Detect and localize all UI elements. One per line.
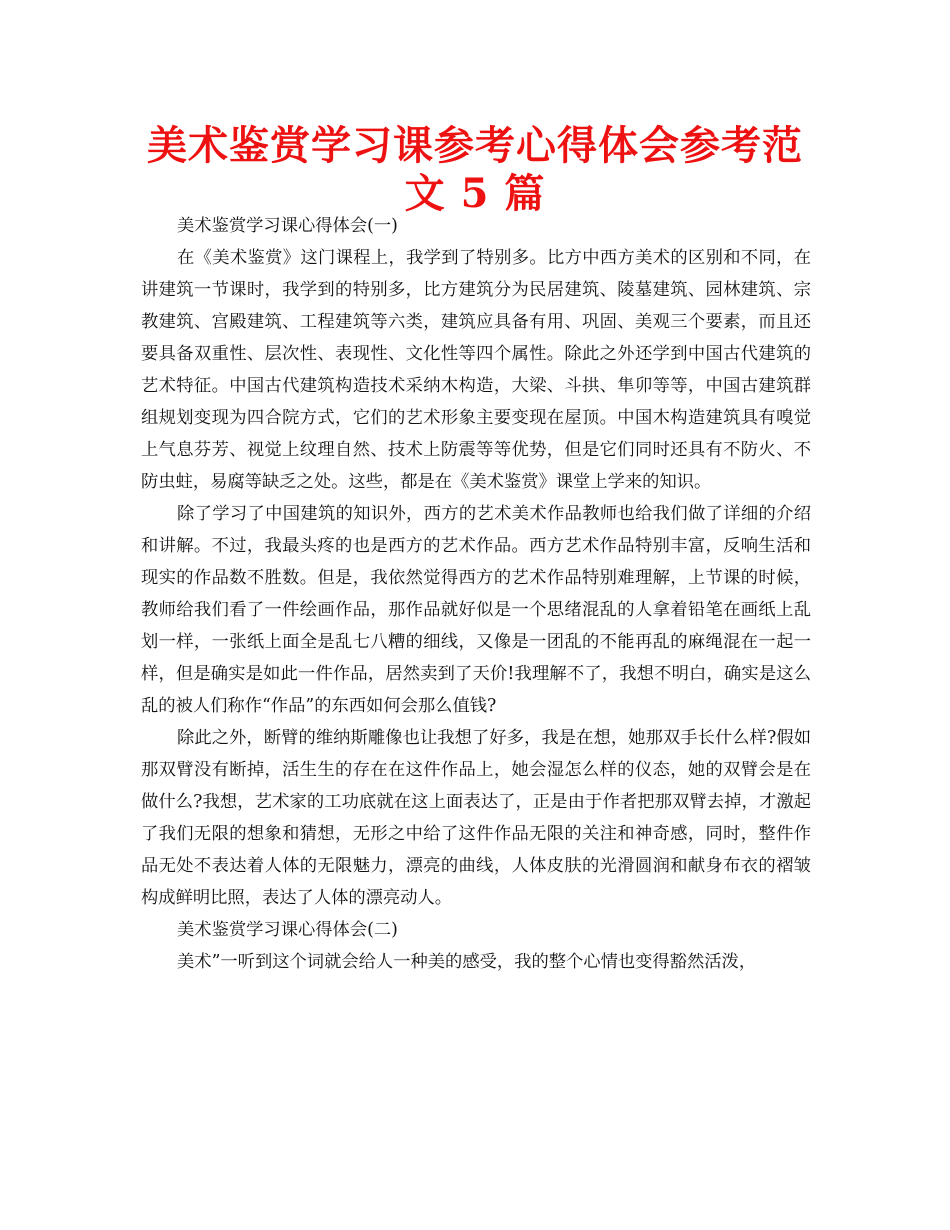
paragraph-1: 在《美术鉴赏》这门课程上，我学到了特别多。比方中西方美术的区别和不同，在讲建筑一节课时，我学到的特别多，比方建筑分为民居建筑、陵墓建筑、园林建筑、宗教建筑、宫殿建筑、工程建筑等六类，建筑应具备有用、巩固、美观三个要素，而且还要具备双重性、层次性、表现性、文化性等四个属性。除此之外还学到中国古代建筑的艺术特征。中国古代建筑构造技术采纳木构造，大梁、斗拱、隼卯等等，中国古建筑群组规划变现为四合院方式，它们的艺术形象主要变现在屋顶。中国木构造建筑具有嗅觉上气息芬芳、视觉上纹理自然、技术上防震等等优势，但是它们同时还具有不防火、不防虫蛀，易腐等缺乏之处。这些，都是在《美术鉴赏》课堂上学来的知识。 <box>141 248 811 492</box>
paragraph-2: 除了学习了中国建筑的知识外，西方的艺术美术作品教师也给我们做了详细的介绍和讲解。不过，我最头疼的也是西方的艺术作品。西方艺术作品特别丰富，反响生活和现实的作品数不胜数。但是，我依然觉得西方的艺术作品特别难理解，上节课的时候，教师给我们看了一件绘画作品，那作品就好似是一个思绪混乱的人拿着铅笔在画纸上乱划一样，一张纸上面全是乱七八糟的细线，又像是一团乱的不能再乱的麻绳混在一起一样，但是确实是如此一件作品，居然卖到了天价!我理解不了，我想不明白，确实是这么乱的被人们称作“作品”的东西如何会那么值钱? <box>141 504 811 716</box>
paragraph-4: 美术”一听到这个词就会给人一种美的感受，我的整个心情也变得豁然活泼， <box>177 952 757 972</box>
section-heading-1: 美术鉴赏学习课心得体会(一) <box>177 216 398 236</box>
section-heading-2: 美术鉴赏学习课心得体会(二) <box>177 920 398 940</box>
paragraph-3: 除此之外，断臂的维纳斯雕像也让我想了好多，我是在想，她那双手长什么样?假如那双臂没有断掉，活生生的存在在这件作品上，她会湿怎么样的仪态，她的双臂会是在做什么?我想，艺术家的工功底就在这上面表达了，正是由于作者把那双臂去掉，才激起了我们无限的想象和猜想，无形之中给了这件作品无限的关注和神奇感，同时，整件作品无处不表达着人体的无限魅力，漂亮的曲线，人体皮肤的光滑圆润和献身布衣的褶皱构成鲜明比照，表达了人体的漂亮动人。 <box>141 728 811 908</box>
document-body <box>141 210 811 978</box>
document-title: 美术鉴赏学习课参考心得体会参考范文 5 篇 <box>147 122 803 217</box>
